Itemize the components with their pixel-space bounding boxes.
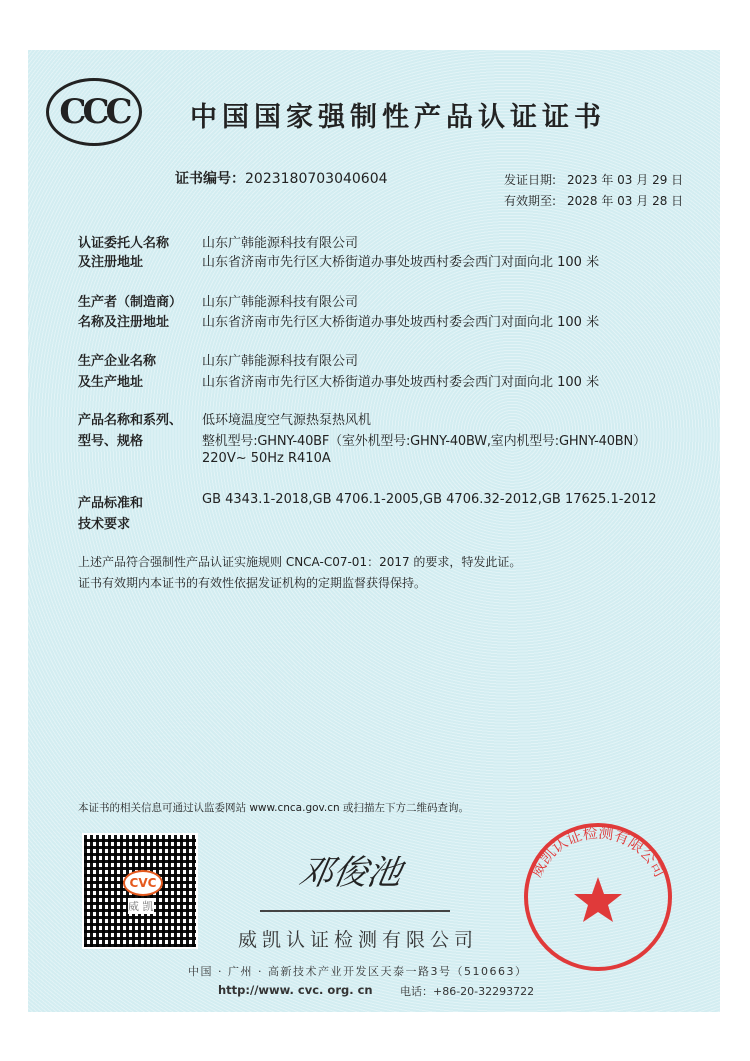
stamp-text: 威凯认证检测有限公司: [527, 823, 669, 881]
product-name: 低环境温度空气源热泵热风机: [202, 413, 372, 428]
standards-label: 产品标准和: [78, 496, 144, 511]
applicant-label: 认证委托人名称: [78, 236, 170, 251]
certificate-title: 中国国家强制性产品认证证书: [190, 102, 606, 133]
manufacturer-name: 山东广韩能源科技有限公司: [202, 295, 359, 310]
product-models: 整机型号:GHNY-40BF（室外机型号:GHNY-40BW,室内机型号:GHNY-40BN）: [202, 434, 646, 449]
query-note: 本证书的相关信息可通过认监委网站 www.cnca.gov.cn 或扫描左下方二维码查询。: [78, 802, 470, 814]
certificate-number-label: 证书编号：: [175, 171, 245, 187]
manufacturer-label-2: 名称及注册地址: [78, 315, 170, 330]
expiry-date: 2028 年 03 月 28 日: [567, 194, 684, 208]
ccc-logo: CCC: [46, 78, 142, 146]
factory-address: 山东省济南市先行区大桥街道办事处坡西村委会西门对面向北 100 米: [202, 375, 600, 390]
issuer-phone: 电话：+86-20-32293722: [400, 985, 535, 998]
signature-line: [260, 910, 450, 912]
official-stamp: [523, 822, 673, 972]
factory-name: 山东广韩能源科技有限公司: [202, 354, 359, 369]
star-icon: [574, 877, 622, 922]
issuer-address: 中国 · 广州 · 高新技术产业开发区天泰一路3号（510663）: [188, 965, 528, 978]
issue-date: 2023 年 03 月 29 日: [567, 173, 684, 187]
certificate-number: [175, 168, 388, 188]
qr-sub-label: 威 凯: [128, 900, 154, 913]
product-label: 产品名称和系列、: [78, 413, 183, 428]
applicant-label-2: 及注册地址: [78, 255, 144, 270]
issuer-website[interactable]: http://www. cvc. org. cn: [218, 983, 373, 997]
manufacturer-address: 山东省济南市先行区大桥街道办事处坡西村委会西门对面向北 100 米: [202, 315, 600, 330]
issue-date-label: 发证日期:: [504, 173, 557, 187]
product-spec: 220V~ 50Hz R410A: [202, 451, 331, 466]
statement-line-2: 证书有效期内本证书的有效性依据发证机构的定期监督获得保持。: [78, 576, 427, 590]
issuer-name: 威凯认证检测有限公司: [238, 929, 479, 951]
signature: 邓俊池: [295, 853, 405, 893]
applicant-name: 山东广韩能源科技有限公司: [202, 236, 359, 251]
applicant-address: 山东省济南市先行区大桥街道办事处坡西村委会西门对面向北 100 米: [202, 255, 600, 270]
product-label-2: 型号、规格: [78, 434, 144, 449]
standards-label-2: 技术要求: [78, 517, 131, 532]
cvc-logo: CVC: [123, 870, 163, 896]
factory-label-2: 及生产地址: [78, 375, 144, 390]
factory-label: 生产企业名称: [78, 354, 157, 369]
certificate-number-value: 2023180703040604: [245, 171, 388, 187]
manufacturer-label: 生产者（制造商）: [78, 295, 183, 310]
standards-value: GB 4343.1-2018,GB 4706.1-2005,GB 4706.32-2012,GB 17625.1-2012: [202, 492, 657, 507]
stamp-text-wrap: [527, 824, 669, 880]
expiry-date-label: 有效期至:: [504, 194, 557, 208]
stamp-graphic: [523, 822, 673, 972]
statement-line-1: 上述产品符合强制性产品认证实施规则 CNCA-C07-01：2017 的要求，特发此证。: [78, 555, 522, 569]
